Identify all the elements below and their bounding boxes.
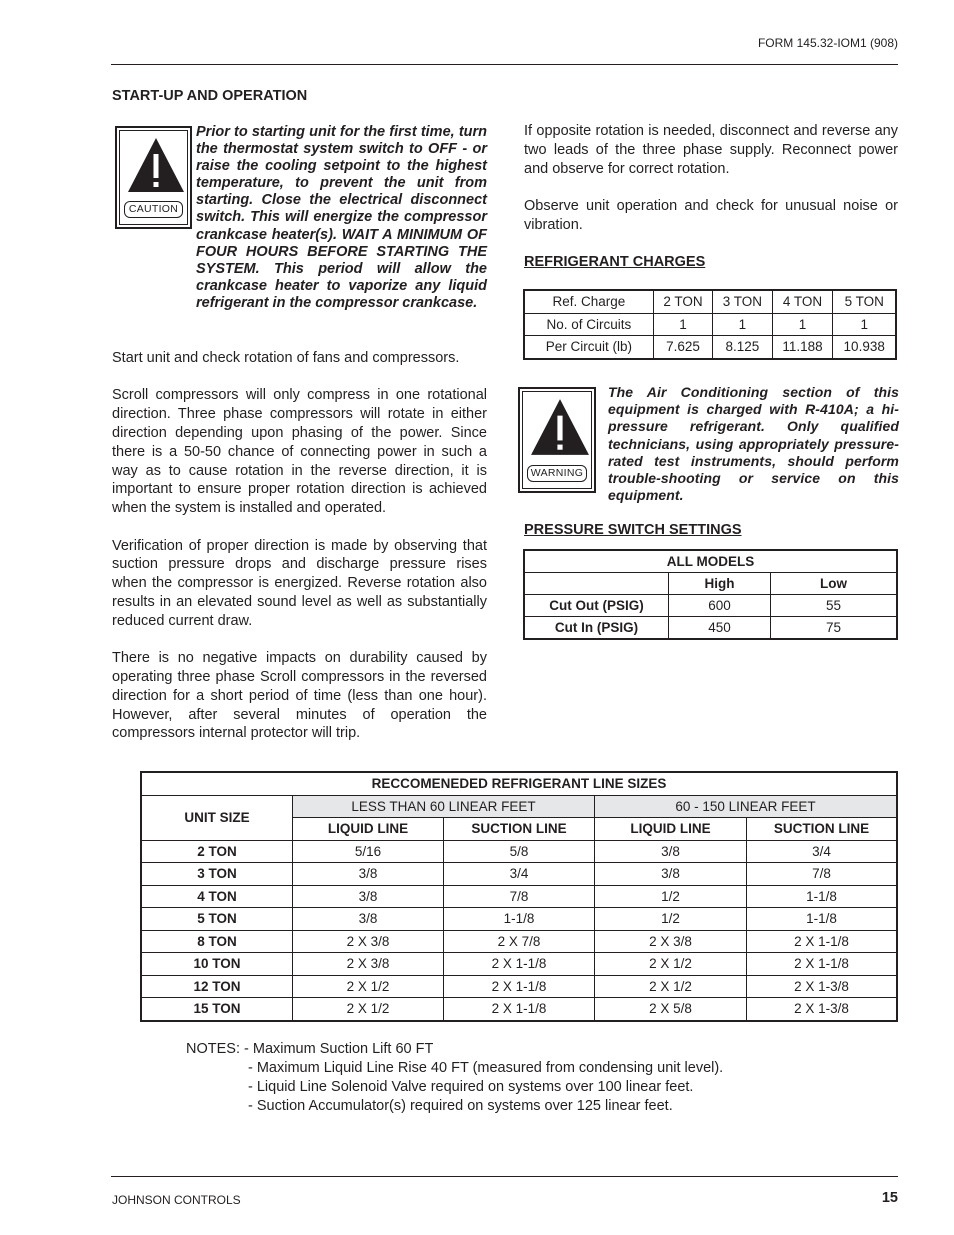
table-cell: 7.625 (653, 336, 712, 359)
table-cell: 3/8 (293, 863, 444, 886)
table-cell: 5/16 (293, 840, 444, 863)
unit-size-header: UNIT SIZE (141, 795, 293, 840)
page-number: 15 (881, 1190, 898, 1206)
row-header: Cut In (PSIG) (524, 617, 669, 640)
table-row (141, 840, 897, 863)
note-line: - Suction Accumulator(s) required on systems over 125 linear feet. (248, 1098, 673, 1114)
table-row (524, 573, 897, 595)
header-rule (111, 64, 898, 65)
table-cell: 3 TON (713, 290, 772, 313)
table-row (524, 313, 896, 336)
table-row (141, 885, 897, 908)
table-cell: 7/8 (444, 885, 595, 908)
pressure-switch-table (523, 549, 898, 640)
table-cell: 8.125 (713, 336, 772, 359)
table-cell: 1/2 (595, 908, 747, 931)
table-cell: 1-1/8 (747, 885, 898, 908)
table-cell: 3/8 (595, 840, 747, 863)
note-line: - Maximum Liquid Line Rise 40 FT (measured from condensing unit level). (248, 1060, 724, 1076)
row-header: 5 TON (141, 908, 293, 931)
table-cell: 2 X 1-3/8 (747, 998, 898, 1021)
table-row (141, 908, 897, 931)
table-cell: 1 (772, 313, 833, 336)
table-cell: 75 (771, 617, 898, 640)
notes (186, 1040, 723, 1116)
note-line: NOTES: - Maximum Suction Lift 60 FT (186, 1041, 434, 1057)
column-header: SUCTION LINE (747, 818, 898, 841)
row-header: 12 TON (141, 975, 293, 998)
table-cell: 2 X 7/8 (444, 930, 595, 953)
table-row (141, 930, 897, 953)
table-row (141, 772, 897, 795)
table-cell: 3/8 (293, 885, 444, 908)
table-title: RECCOMENEDED REFRIGERANT LINE SIZES (141, 772, 897, 795)
table-row (141, 863, 897, 886)
table-cell: 2 X 1-1/8 (444, 998, 595, 1021)
table-cell: 3/8 (595, 863, 747, 886)
table-cell (524, 573, 669, 595)
table-cell: 5 TON (833, 290, 896, 313)
table-cell: 55 (771, 595, 898, 617)
column-header: LIQUID LINE (595, 818, 747, 841)
table-cell: 2 X 1-1/8 (444, 953, 595, 976)
left-column (112, 349, 487, 762)
table-cell: 2 X 1-1/8 (747, 930, 898, 953)
table-cell: Per Circuit (lb) (524, 336, 653, 359)
row-header: 8 TON (141, 930, 293, 953)
table-cell: 2 X 3/8 (595, 930, 747, 953)
paragraph: There is no negative impacts on durability caused by operating three phase Scroll compressors in the reversed direction for a short period of time (less than one hour). However, after several minutes of operation the compressors internal protector will trip. (112, 650, 487, 742)
pressure-switch-heading: PRESSURE SWITCH SETTINGS (524, 522, 742, 538)
refrigerant-charges-heading: REFRIGERANT CHARGES (524, 254, 706, 270)
table-cell: 4 TON (772, 290, 833, 313)
paragraph: If opposite rotation is needed, disconnect and reverse any two leads of the three phase supply. Reconnect power and observe for correct rotation. (524, 123, 898, 177)
table-row (141, 953, 897, 976)
row-header: 15 TON (141, 998, 293, 1021)
table-cell: 1 (713, 313, 772, 336)
row-header: 10 TON (141, 953, 293, 976)
table-cell: 7/8 (747, 863, 898, 886)
column-header: SUCTION LINE (444, 818, 595, 841)
paragraph: Start unit and check rotation of fans and compressors. (112, 350, 460, 366)
refrigerant-charges-table (523, 289, 897, 360)
form-number: FORM 145.32-IOM1 (908) (757, 36, 898, 50)
row-header: 4 TON (141, 885, 293, 908)
table-row (524, 290, 896, 313)
table-cell: 1 (653, 313, 712, 336)
row-header: 3 TON (141, 863, 293, 886)
table-cell: 1/2 (595, 885, 747, 908)
paragraph: Observe unit operation and check for unusual noise or vibration. (524, 197, 898, 233)
table-cell: 2 X 1-3/8 (747, 975, 898, 998)
table-cell: 2 X 1-1/8 (444, 975, 595, 998)
note-line: - Liquid Line Solenoid Valve required on systems over 100 linear feet. (248, 1079, 694, 1095)
table-cell: 2 X 1/2 (293, 998, 444, 1021)
row-header: Cut Out (PSIG) (524, 595, 669, 617)
table-cell: 2 X 1/2 (293, 975, 444, 998)
table-cell: 2 X 3/8 (293, 953, 444, 976)
warning-sign (518, 387, 596, 493)
caution-label: CAUTION (124, 201, 183, 218)
warning-label: WARNING (527, 465, 587, 482)
table-cell: 3/4 (747, 840, 898, 863)
table-title: ALL MODELS (524, 550, 897, 573)
table-cell: 450 (669, 617, 771, 640)
table-cell: 1 (833, 313, 896, 336)
table-row (141, 795, 897, 818)
group-header: 60 - 150 LINEAR FEET (595, 795, 898, 818)
right-column (524, 122, 898, 253)
table-row (524, 550, 897, 573)
table-cell: 10.938 (833, 336, 896, 359)
table-cell: 2 X 5/8 (595, 998, 747, 1021)
table-cell: 2 TON (653, 290, 712, 313)
section-title: START-UP AND OPERATION (112, 88, 308, 104)
table-cell: Ref. Charge (524, 290, 653, 313)
table-cell: 2 X 1/2 (595, 953, 747, 976)
footer-rule (111, 1176, 898, 1177)
table-row (524, 617, 897, 640)
caution-text: Prior to starting unit for the first time, turn the thermostat system switch to OFF - or raise the cooling setpoint to the highest temperature, to prevent the unit from starting. Close the electrical disconnect switch. This will energize the compressor crankcase heater(s). WAIT A MINIMUM OF FOUR HOURS BEFORE STARTING THE SYSTEM. This period will allow the crankcase heater to vaporize any liquid refrigerant in the compressor crankcase. (196, 124, 487, 311)
paragraph: Scroll compressors will only compress in one rotational direction. Three phase compressors will rotate in either direction depending upon phasing of the power. Since there is a 50-50 chance of connecting power in such a way as to cause rotation in the reverse direction, it is important to ensure proper rotation direction is achieved when the system is installed and operated. (112, 387, 487, 517)
line-sizes-table (140, 771, 898, 1022)
table-cell: No. of Circuits (524, 313, 653, 336)
table-cell: 600 (669, 595, 771, 617)
table-cell: 2 X 3/8 (293, 930, 444, 953)
paragraph: Verification of proper direction is made by observing that suction pressure drops and discharge pressure rises when the compressor is energized. Reverse rotation also results in an elevated sound level as well as substantially reduced current draw. (112, 537, 487, 629)
table-cell: 1-1/8 (747, 908, 898, 931)
table-cell: 11.188 (772, 336, 833, 359)
table-cell: 1-1/8 (444, 908, 595, 931)
table-row (524, 595, 897, 617)
table-row (141, 998, 897, 1021)
table-cell: 3/8 (293, 908, 444, 931)
column-header: Low (771, 573, 898, 595)
table-row (524, 336, 896, 359)
group-header: LESS THAN 60 LINEAR FEET (293, 795, 595, 818)
exclamation-triangle-icon (126, 136, 186, 194)
table-cell: 2 X 1/2 (595, 975, 747, 998)
column-header: LIQUID LINE (293, 818, 444, 841)
exclamation-triangle-icon (529, 397, 591, 457)
row-header: 2 TON (141, 840, 293, 863)
footer-company: JOHNSON CONTROLS (112, 1193, 241, 1207)
table-row (141, 975, 897, 998)
caution-sign (115, 126, 192, 229)
column-header: High (669, 573, 771, 595)
table-cell: 2 X 1-1/8 (747, 953, 898, 976)
warning-text: The Air Conditioning section of this equipment is charged with R-410A; a hi-pressure refrigerant. Only qualified technicians, using appropriately pressure-rated test instruments, should perform trouble-shooting or service on this equipment. (608, 384, 899, 504)
table-cell: 5/8 (444, 840, 595, 863)
table-cell: 3/4 (444, 863, 595, 886)
